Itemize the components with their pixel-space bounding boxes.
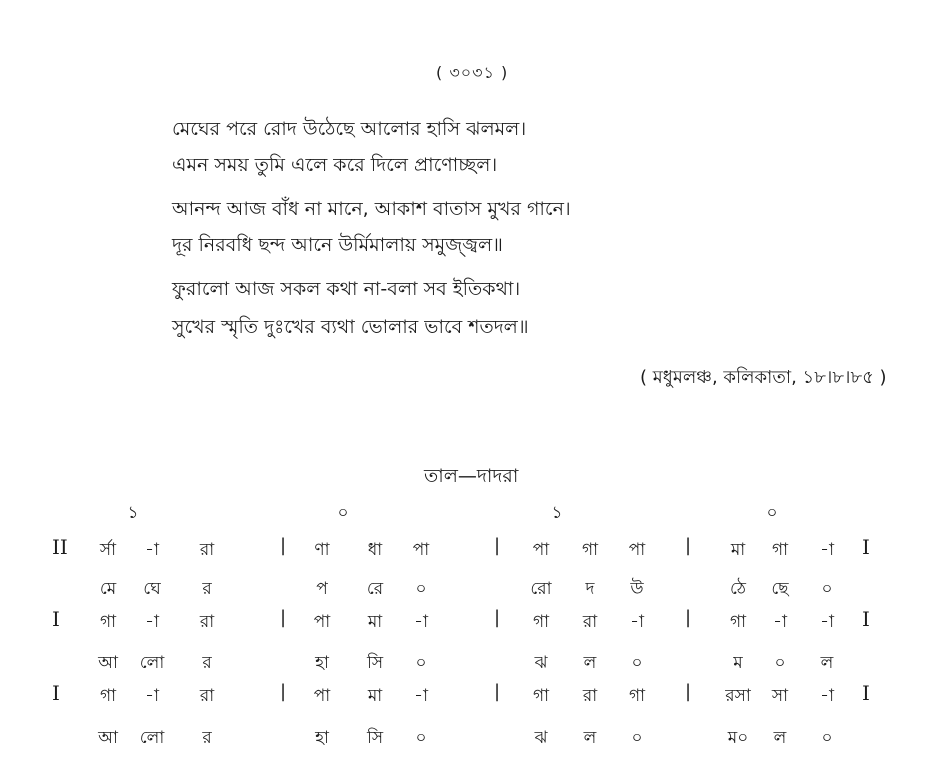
note: রা xyxy=(582,686,598,706)
syllable: র xyxy=(202,653,212,673)
note: গা xyxy=(628,686,646,706)
syllable: দ xyxy=(585,579,595,599)
note: -া xyxy=(773,612,787,632)
syllable: রো xyxy=(530,579,552,599)
syllable: ম xyxy=(733,653,743,673)
syllable: রে xyxy=(366,579,384,599)
bar-line: | xyxy=(684,535,692,556)
note: মা xyxy=(367,686,383,706)
syllable: ঠে xyxy=(730,579,746,599)
note: -া xyxy=(630,612,644,632)
syllable: ম০ xyxy=(727,728,749,748)
bar-line: | xyxy=(493,607,501,628)
syllable: আ xyxy=(98,728,118,748)
syllable: ০ xyxy=(415,728,427,748)
note: রা xyxy=(199,686,215,706)
syllable: সি xyxy=(366,728,384,748)
note: সা xyxy=(771,686,789,706)
row-start-mark: I xyxy=(52,607,60,631)
note: গা xyxy=(99,612,117,632)
syllable: ল xyxy=(820,653,834,673)
note: -া xyxy=(414,686,428,706)
bar-line: | xyxy=(684,607,692,628)
syllable: হা xyxy=(315,653,329,673)
note: গা xyxy=(729,612,747,632)
bar-line: | xyxy=(279,681,287,702)
syllable: ০ xyxy=(631,728,643,748)
syllable: র xyxy=(202,728,212,748)
note: গা xyxy=(532,686,550,706)
syllable: ঝ xyxy=(534,653,548,673)
syllable: ০ xyxy=(415,579,427,599)
note: পা xyxy=(412,540,430,560)
syllable: র xyxy=(202,579,212,599)
syllable: আ xyxy=(98,653,118,673)
attribution: ( মধুমলঞ্চ, কলিকাতা, ১৮।৮।৮৫ ) xyxy=(640,367,887,388)
note: -া xyxy=(414,612,428,632)
syllable: ছে xyxy=(771,579,789,599)
note: গা xyxy=(99,686,117,706)
lyric-line: আনন্দ আজ বাঁধ না মানে, আকাশ বাতাস মুখর গানে। xyxy=(172,198,571,220)
beat-mark: ১ xyxy=(127,503,139,523)
song-number: ( ৩০৩১ ) xyxy=(436,63,509,82)
note: -া xyxy=(820,540,834,560)
syllable: ল xyxy=(773,728,787,748)
row-end-mark: I xyxy=(862,681,870,705)
note: গা xyxy=(771,540,789,560)
bar-line: | xyxy=(279,535,287,556)
syllable: প xyxy=(316,579,328,599)
note: পা xyxy=(532,540,550,560)
lyric-line: মেঘের পরে রোদ উঠেছে আলোর হাসি ঝলমল। xyxy=(172,118,527,140)
note: রসা xyxy=(725,686,751,706)
beat-mark: ০ xyxy=(766,503,778,523)
syllable: মে xyxy=(99,579,117,599)
syllable: ঝ xyxy=(534,728,548,748)
note: মা xyxy=(730,540,746,560)
syllable: উ xyxy=(630,579,644,599)
syllable: ০ xyxy=(821,728,833,748)
row-end-mark: I xyxy=(862,607,870,631)
note: গা xyxy=(581,540,599,560)
note: গা xyxy=(532,612,550,632)
note: ধা xyxy=(367,540,383,560)
bar-line: | xyxy=(493,681,501,702)
syllable: সি xyxy=(366,653,384,673)
syllable: ল xyxy=(583,653,597,673)
bar-line: | xyxy=(279,607,287,628)
note: পা xyxy=(313,612,331,632)
syllable: ০ xyxy=(821,579,833,599)
bar-line: | xyxy=(493,535,501,556)
syllable: লো xyxy=(139,728,165,748)
tala-title: তাল—দাদরা xyxy=(424,465,519,487)
note: মা xyxy=(367,612,383,632)
syllable: ল xyxy=(583,728,597,748)
note: র্সা xyxy=(99,540,117,560)
note: -া xyxy=(145,612,159,632)
syllable: লো xyxy=(139,653,165,673)
note: -া xyxy=(820,612,834,632)
note: -া xyxy=(145,540,159,560)
note: রা xyxy=(582,612,598,632)
row-start-mark: II xyxy=(52,535,68,559)
lyric-line: এমন সময় তুমি এলে করে দিলে প্রাণোচ্ছল। xyxy=(172,154,498,176)
syllable: ০ xyxy=(774,653,786,673)
lyric-line: ফুরালো আজ সকল কথা না-বলা সব ইতিকথা। xyxy=(172,278,521,300)
bar-line: | xyxy=(684,681,692,702)
lyric-line: দূর নিরবধি ছন্দ আনে উর্মিমালায় সমুজ্জ্বল॥ xyxy=(172,234,503,256)
syllable: ঘে xyxy=(143,579,161,599)
syllable: ০ xyxy=(631,653,643,673)
note: -া xyxy=(820,686,834,706)
syllable: ০ xyxy=(415,653,427,673)
row-start-mark: I xyxy=(52,681,60,705)
note: -া xyxy=(145,686,159,706)
note: পা xyxy=(628,540,646,560)
note: রা xyxy=(199,612,215,632)
row-end-mark: I xyxy=(862,535,870,559)
lyric-line: সুখের স্মৃতি দুঃখের ব্যথা ভোলার ভাবে শতদল॥ xyxy=(172,316,529,338)
beat-mark: ০ xyxy=(337,503,349,523)
note: রা xyxy=(199,540,215,560)
note: পা xyxy=(313,686,331,706)
beat-mark: ১ xyxy=(551,503,563,523)
note: ণা xyxy=(314,540,330,560)
syllable: হা xyxy=(315,728,329,748)
